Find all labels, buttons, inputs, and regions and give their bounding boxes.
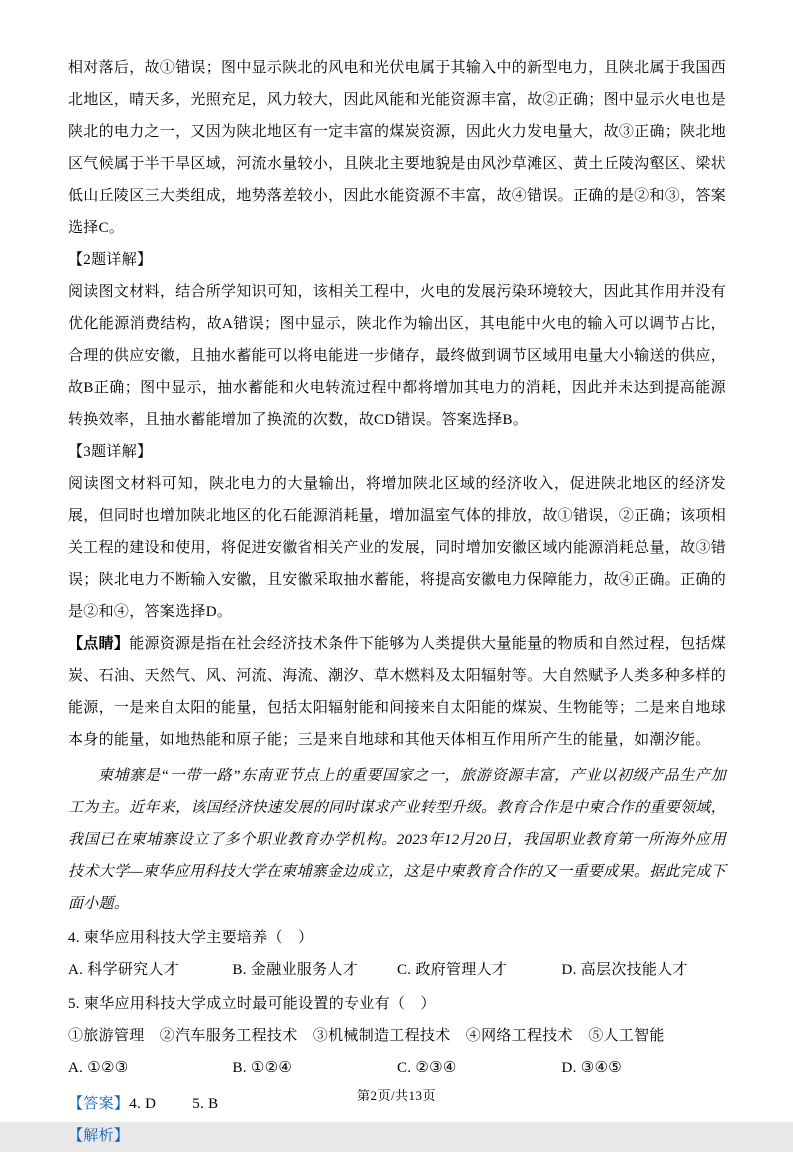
question-5-option-a: A. ①②③ [68,1060,129,1076]
question-5-option-b: B. ①②④ [232,1060,293,1076]
question-5-option-d: D. ③④⑤ [561,1060,622,1076]
keynote-text: 能源资源是指在社会经济技术条件下能够为人类提供大量能量的物质和自然过程，包括煤炭、石油、天然气、风、河流、海流、潮汐、草木燃料及太阳辐射等。大自然赋予人类多种多样的能源，一是来自太阳的能量，包括太阳辐射能和间接来自太阳能的煤炭、生物能等；二是来自地球本身的能量，如地热能和原子能；三是来自地球和其他天体相互作用所产生的能量，如潮汐能。 [68,636,726,748]
answer-q4: 4. D [129,1096,157,1112]
detail-paragraph-q2: 阅读图文材料，结合所学知识可知，该相关工程中，火电的发展污染环境较大，因此其作用并没有优化能源消费结构，故A错误；图中显示，陕北作为输出区，其电能中火电的输入可以调节占比，合理的供应安徽，且抽水蓄能可以将电能进一步储存，最终做到调节区域用电量大小输送的供应，故B正确；图中显示，抽水蓄能和火电转流过程中都将增加其电力的消耗，因此并未达到提高能源转换效率，且抽水蓄能增加了换流的次数，故CD错误。答案选择B。 [68,284,726,428]
question-4-option-a: A. 科学研究人才 [68,962,180,978]
question-5-options [68,1052,726,1084]
detail-paragraph-q3: 阅读图文材料可知，陕北电力的大量输出，将增加陕北区域的经济收入，促进陕北地区的经济发展，但同时也增加陕北地区的化石能源消耗量，增加温室气体的排放，故①错误，②正确；该项相关工程的建设和使用，将促进安徽省相关产业的发展，同时增加安徽区域内能源消耗总量，故③错误；陕北电力不断输入安徽，且安徽采取抽水蓄能，将提高安徽电力保障能力，故④正确。正确的是②和④，答案选择D。 [68,476,726,620]
question-4-option-c: C. 政府管理人才 [397,962,508,978]
detail-label-q3: 【3题详解】 [68,444,153,460]
answer-q5: 5. B [192,1096,219,1112]
question-4-option-d: D. 高层次技能人才 [561,962,688,978]
keynote-paragraph [68,628,726,756]
question-4-option-b: B. 金融业服务人才 [232,962,359,978]
answer-label: 【答案】 [68,1096,130,1112]
page-footer: 第2页/共13页 [356,1088,437,1103]
question-5-block [68,988,726,1084]
document-content [68,52,726,1152]
question-4-stem: 4. 柬华应用科技大学主要培养（ ） [68,930,314,946]
question-5-option-c: C. ②③④ [397,1060,457,1076]
analysis-label: 【解析】 [68,1128,130,1144]
question-5-stem: 5. 柬华应用科技大学成立时最可能设置的专业有（ ） [68,996,436,1012]
question-5-items: ①旅游管理 ②汽车服务工程技术 ③机械制造工程技术 ④网络工程技术 ⑤人工智能 [68,1028,665,1044]
question-4-block [68,922,726,986]
keynote-label: 【点睛】 [68,636,130,652]
question-4-options [68,954,726,986]
detail-label-q2: 【2题详解】 [68,252,153,268]
reading-passage: 柬埔寨是“一带一路”东南亚节点上的重要国家之一，旅游资源丰富，产业以初级产品生产加工为主。近年来，该国经济快速发展的同时谋求产业转型升级。教育合作是中柬合作的重要领域，我国已在柬埔寨设立了多个职业教育办学机构。2023年12月20日，我国职业教育第一所海外应用技术大学—柬华应用科技大学在柬埔寨金边成立，这是中柬教育合作的又一重要成果。据此完成下面小题。 [68,768,726,912]
paragraph-continuation: 相对落后，故①错误；图中显示陕北的风电和光伏电属于其输入中的新型电力，且陕北属于我国西北地区，晴天多，光照充足，风力较大，因此风能和光能资源丰富，故②正确；图中显示火电也是陕北的电力之一，又因为陕北地区有一定丰富的煤炭资源，因此火力发电量大，故③正确；陕北地区气候属于半干旱区域，河流水量较小，且陕北主要地貌是由风沙草滩区、黄土丘陵沟壑区、梁状低山丘陵区三大类组成，地势落差较小，因此水能资源不丰富，故④错误。正确的是②和③，答案选择C。 [68,60,726,236]
